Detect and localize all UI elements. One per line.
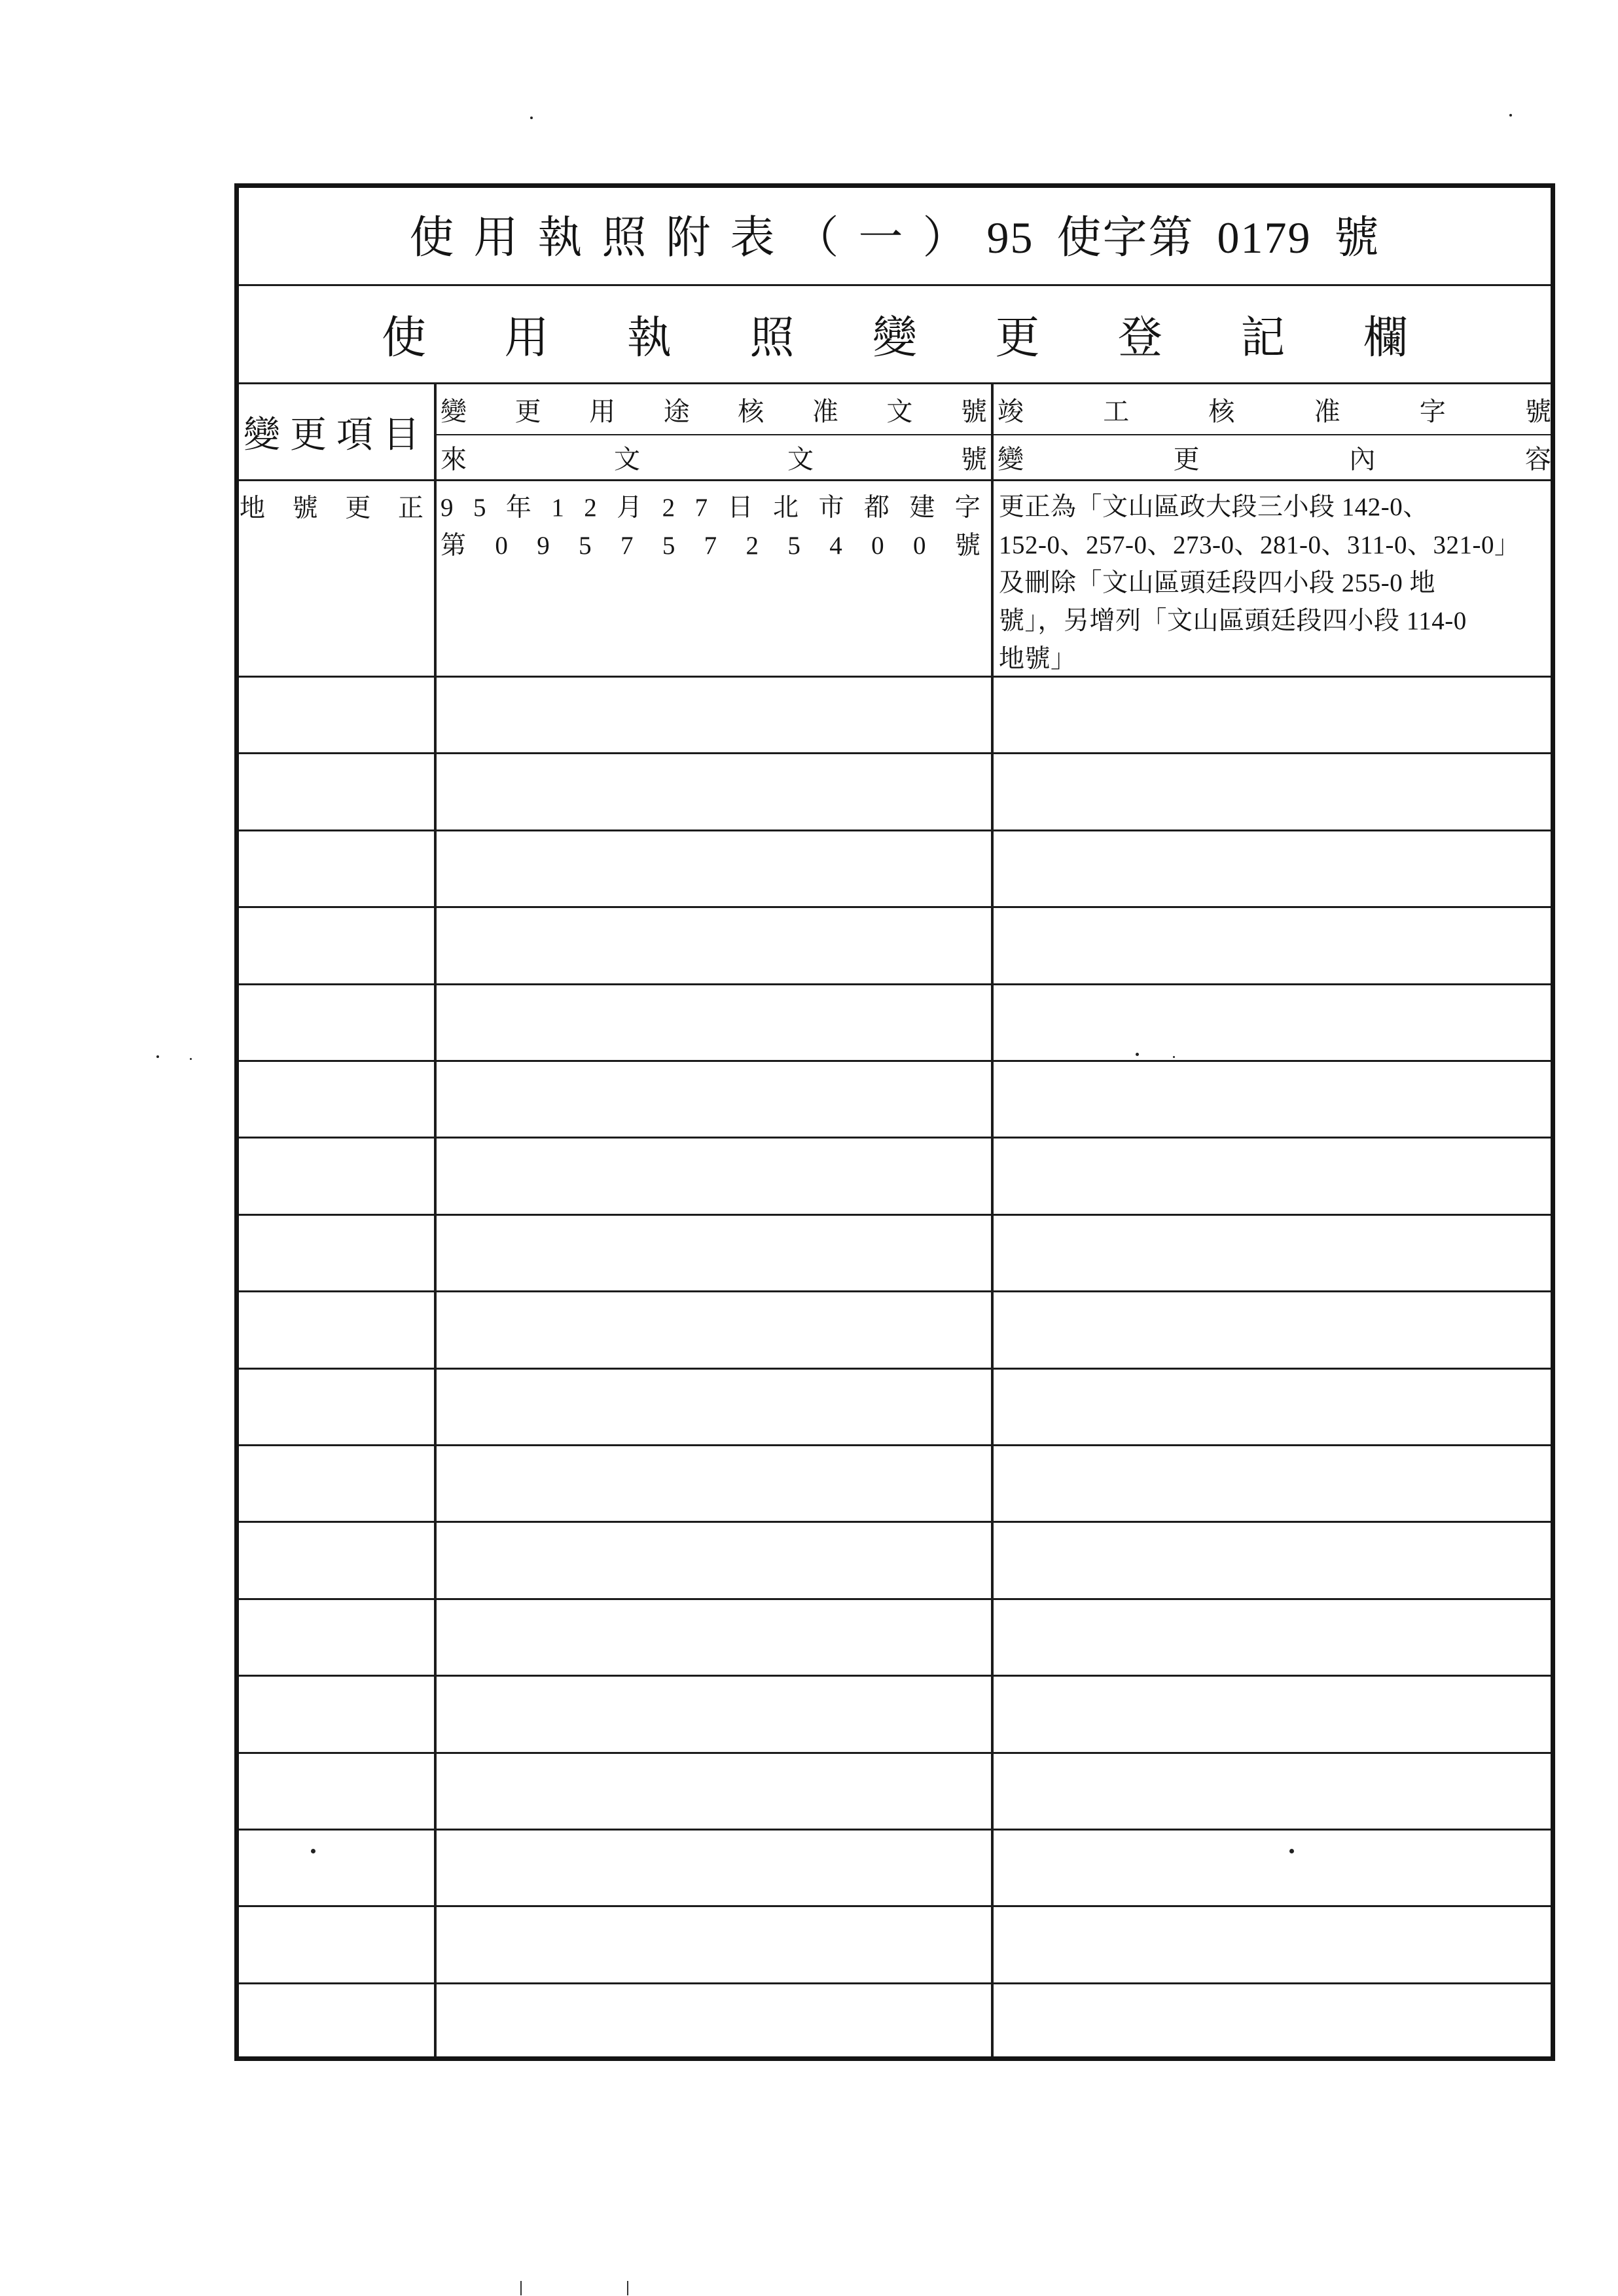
blank-cell-change-item [234, 831, 437, 908]
glyph: 5 [787, 532, 800, 560]
blank-row [234, 1907, 1555, 1984]
blank-cell-document-no [437, 1062, 994, 1139]
blank-row [234, 1984, 1555, 2061]
scan-speck [156, 1055, 159, 1058]
blank-cell-document-no [437, 831, 994, 908]
glyph: 核 [1208, 396, 1235, 426]
blank-row [234, 985, 1555, 1062]
header-completion-approval-no [994, 384, 1555, 435]
blank-cell-document-no [437, 1907, 994, 1984]
blank-cell-change-item [234, 1984, 437, 2061]
blank-cell-document-no [437, 754, 994, 831]
blank-cell-change-content [994, 1677, 1555, 1753]
entry-content-line: 152-0、257-0、273-0、281-0、311-0、321-0」 [999, 531, 1520, 559]
glyph: 准 [812, 396, 838, 426]
glyph: 0 [912, 532, 926, 560]
blank-cell-change-content [994, 908, 1555, 985]
glyph: 月 [617, 494, 643, 522]
entry-content-line: 及刪除「文山區頭廷段四小段 255-0 地 [999, 569, 1435, 597]
blank-row [234, 1831, 1555, 1907]
blank-cell-change-item [234, 1062, 437, 1139]
glyph: 照 [749, 313, 795, 363]
glyph: 目 [383, 414, 420, 456]
glyph: 年 [505, 494, 531, 522]
blank-cell-document-no [437, 908, 994, 985]
glyph: 字 [954, 494, 980, 522]
blank-cell-document-no [437, 1984, 994, 2061]
header-change-item [234, 384, 437, 481]
glyph: 日 [727, 494, 753, 522]
glyph: 建 [909, 494, 935, 522]
blank-cell-change-item [234, 1907, 437, 1984]
glyph: 2 [662, 494, 675, 522]
entry-content-line: 地號」 [999, 645, 1077, 673]
blank-cell-change-content [994, 1754, 1555, 1831]
glyph: 更 [995, 313, 1040, 363]
entry-document-number [440, 527, 980, 565]
scan-speck [1136, 1053, 1139, 1056]
glyph: 地 [240, 494, 266, 522]
entry-document-no-cell [437, 481, 994, 678]
blank-row [234, 678, 1555, 754]
blank-cell-change-item [234, 754, 437, 831]
glyph: 欄 [1363, 313, 1408, 363]
glyph: 2 [746, 532, 759, 560]
header-row [234, 384, 1555, 481]
scan-speck [1509, 114, 1512, 117]
blank-row [234, 1292, 1555, 1369]
blank-cell-change-item [234, 1292, 437, 1369]
scan-speck [311, 1849, 315, 1853]
blank-cell-change-content [994, 1216, 1555, 1292]
glyph: 用 [589, 396, 616, 426]
table-title [234, 183, 1555, 286]
glyph: 字 [1419, 396, 1446, 426]
glyph: 竣 [998, 396, 1024, 426]
glyph: 號 [292, 494, 318, 522]
glyph: 記 [1240, 313, 1285, 363]
glyph: 文 [787, 445, 814, 474]
title-main: 使用執照附表（一） [409, 212, 987, 263]
scan-speck [1173, 1056, 1175, 1058]
glyph: 5 [473, 494, 486, 522]
glyph: 變 [872, 313, 917, 363]
permit-number: 95 使字第 0179 號 [986, 212, 1380, 263]
entry-content-line: 更正為「文山區政大段三小段 142-0、 [999, 493, 1429, 521]
blank-cell-change-content [994, 1370, 1555, 1446]
glyph: 5 [662, 532, 675, 560]
blank-cell-document-no [437, 1292, 994, 1369]
glyph: 2 [584, 494, 597, 522]
blank-cell-document-no [437, 1831, 994, 1907]
entry-change-content-cell [994, 481, 1555, 678]
blank-cell-document-no [437, 1446, 994, 1523]
blank-row [234, 1600, 1555, 1677]
scan-mark [627, 2281, 628, 2295]
blank-cell-change-item [234, 1446, 437, 1523]
header-use-change-approval-no [437, 384, 994, 435]
blank-cell-change-content [994, 1446, 1555, 1523]
glyph: 文 [886, 396, 913, 426]
glyph: 0 [871, 532, 884, 560]
glyph: 9 [440, 494, 454, 522]
blank-cell-change-content [994, 1139, 1555, 1215]
blank-row [234, 1216, 1555, 1292]
blank-cell-change-item [234, 1677, 437, 1753]
blank-cell-document-no [437, 1139, 994, 1215]
blank-row [234, 1446, 1555, 1523]
glyph: 7 [694, 494, 708, 522]
blank-row [234, 1062, 1555, 1139]
blank-cell-change-content [994, 831, 1555, 908]
blank-cell-change-item [234, 1523, 437, 1599]
blank-cell-change-content [994, 985, 1555, 1062]
entry-change-item [240, 490, 423, 528]
blank-cell-change-content [994, 1523, 1555, 1599]
blank-cell-change-item [234, 1831, 437, 1907]
glyph: 號 [961, 445, 987, 474]
blank-cell-change-content [994, 1831, 1555, 1907]
glyph: 內 [1349, 445, 1376, 474]
table-row [234, 481, 1555, 678]
blank-cell-change-content [994, 1600, 1555, 1677]
scan-speck [190, 1058, 192, 1060]
header-incoming-document-no [437, 435, 994, 481]
blank-cell-change-content [994, 1984, 1555, 2061]
blank-cell-change-content [994, 1292, 1555, 1369]
blank-cell-change-item [234, 908, 437, 985]
glyph: 變 [998, 445, 1024, 474]
glyph: 變 [440, 396, 467, 426]
blank-row [234, 1370, 1555, 1446]
blank-cell-change-item [234, 678, 437, 754]
entry-document-date [440, 489, 980, 527]
blank-cell-change-item [234, 1370, 437, 1446]
glyph: 市 [818, 494, 844, 522]
header-change-content [994, 435, 1555, 481]
scan-mark [520, 2281, 522, 2295]
glyph: 7 [620, 532, 634, 560]
blank-cell-document-no [437, 1600, 994, 1677]
glyph: 7 [704, 532, 717, 560]
glyph: 1 [551, 494, 564, 522]
blank-row [234, 1523, 1555, 1599]
glyph: 5 [579, 532, 592, 560]
blank-cell-document-no [437, 985, 994, 1062]
glyph: 核 [738, 396, 764, 426]
blank-cell-change-item [234, 1139, 437, 1215]
glyph: 號 [1524, 396, 1551, 426]
glyph: 准 [1314, 396, 1340, 426]
glyph: 途 [663, 396, 690, 426]
blank-cell-change-item [234, 1600, 437, 1677]
permit-table [234, 183, 1555, 2061]
glyph: 更 [1173, 445, 1200, 474]
glyph: 項 [336, 414, 373, 456]
blank-row [234, 1677, 1555, 1753]
glyph: 號 [954, 532, 980, 560]
table-subtitle [234, 286, 1555, 384]
blank-cell-change-content [994, 1907, 1555, 1984]
glyph: 9 [537, 532, 550, 560]
blank-row [234, 831, 1555, 908]
glyph: 執 [626, 313, 672, 363]
entry-content-line: 號」，另增列「文山區頭廷段四小段 114-0 [999, 607, 1467, 635]
glyph: 都 [863, 494, 890, 522]
blank-cell-document-no [437, 1677, 994, 1753]
glyph: 北 [772, 494, 799, 522]
blank-row [234, 1139, 1555, 1215]
glyph: 工 [1103, 396, 1130, 426]
blank-cell-change-content [994, 754, 1555, 831]
glyph: 變 [243, 414, 280, 456]
blank-cell-document-no [437, 1523, 994, 1599]
blank-cell-change-item [234, 1754, 437, 1831]
blank-cell-change-content [994, 1062, 1555, 1139]
glyph: 登 [1117, 313, 1162, 363]
glyph: 0 [495, 532, 508, 560]
glyph: 第 [440, 532, 467, 560]
glyph: 號 [960, 396, 987, 426]
entry-change-item-cell [234, 481, 437, 678]
blank-cell-change-item [234, 1216, 437, 1292]
glyph: 使 [382, 313, 427, 363]
blank-row [234, 754, 1555, 831]
glyph: 更 [514, 396, 541, 426]
blank-cell-change-item [234, 985, 437, 1062]
blank-cell-document-no [437, 1754, 994, 1831]
glyph: 更 [345, 494, 371, 522]
blank-cell-document-no [437, 678, 994, 754]
blank-cell-document-no [437, 1370, 994, 1446]
blank-cell-change-content [994, 678, 1555, 754]
scan-speck [1289, 1849, 1294, 1853]
blank-row [234, 908, 1555, 985]
glyph: 正 [397, 494, 423, 522]
glyph: 容 [1524, 445, 1551, 474]
blank-row [234, 1754, 1555, 1831]
scan-speck [530, 117, 533, 119]
glyph: 4 [829, 532, 842, 560]
blank-cell-document-no [437, 1216, 994, 1292]
glyph: 來 [440, 445, 467, 474]
glyph: 更 [290, 414, 327, 456]
glyph: 文 [614, 445, 640, 474]
glyph: 用 [504, 313, 549, 363]
